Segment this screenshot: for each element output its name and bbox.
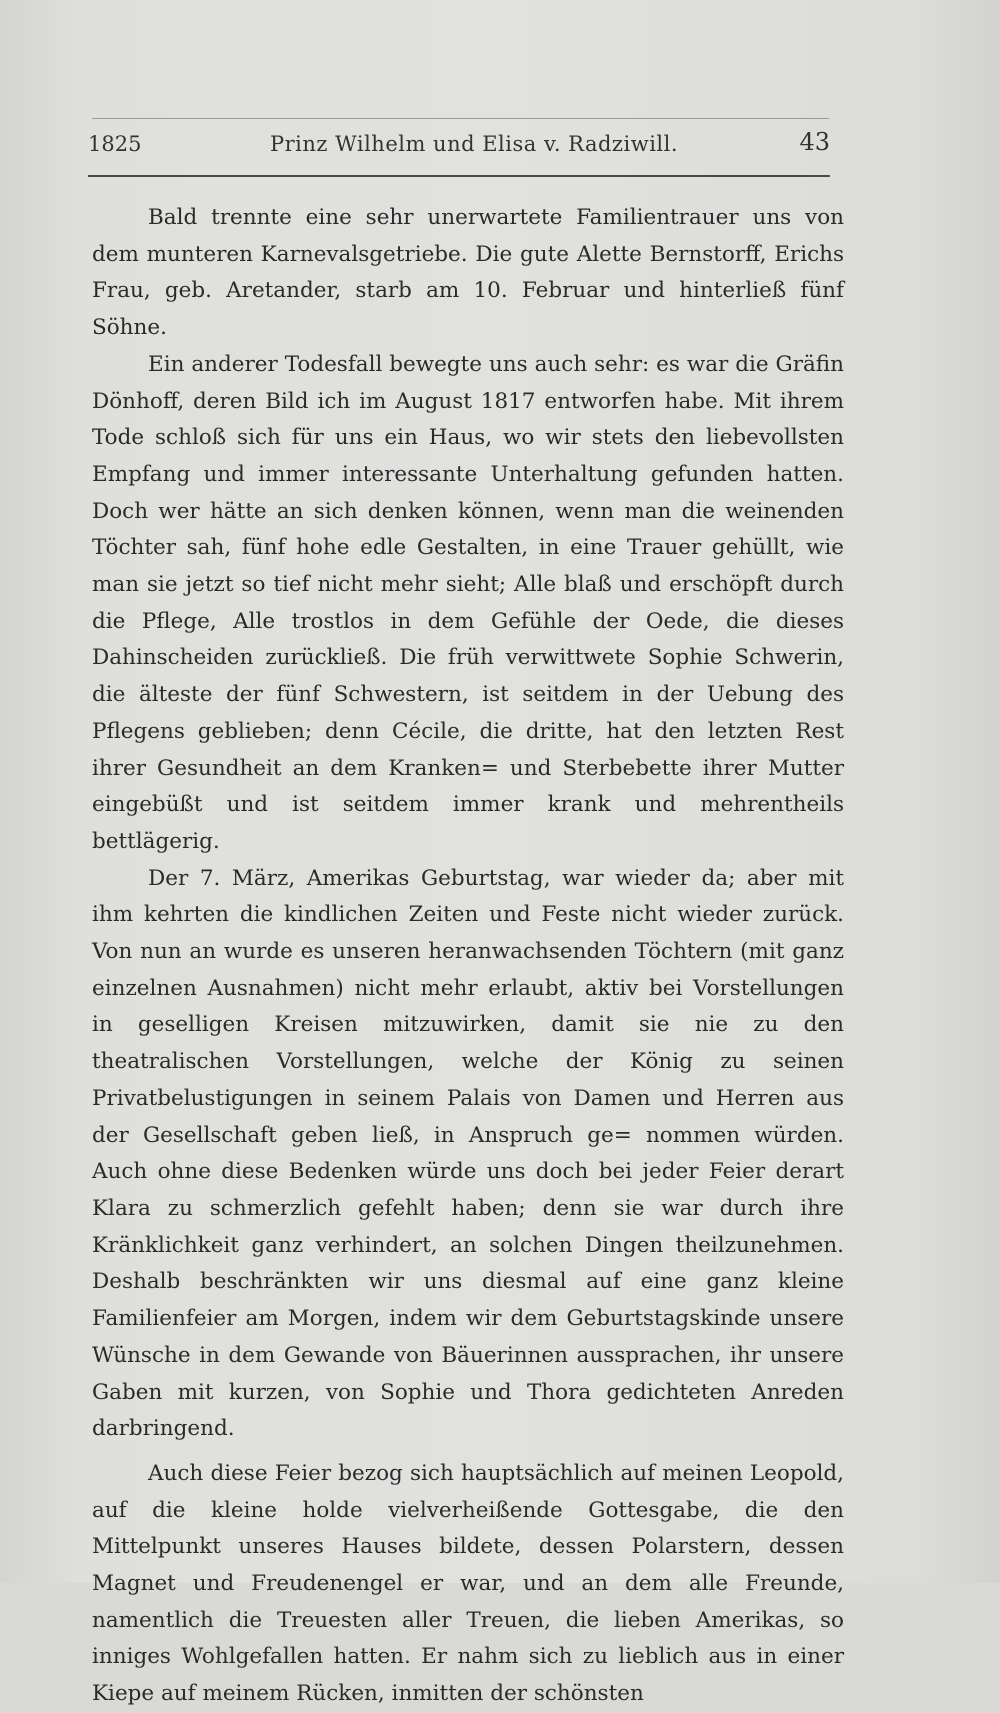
paragraph-2: Ein anderer Todesfall bewegte uns auch sehr: es war die Gräfin Dönhoff, deren Bild ich im August 1817 entworfen habe. Mit ihrem Tode schloß sich für uns ein Haus, wo wir stets den liebevollsten Empfang und immer interessante Unterhaltung gefunden hatten. Doch wer hätte an sich denken können, wenn man die weinenden Töchter sah, fünf hohe edle Gestalten, in eine Trauer gehüllt, wie man sie jetzt so tief nicht mehr sieht; Alle blaß und erschöpft durch die Pflege, Alle trostlos in dem Gefühle der Oede, die dieses Dahinscheiden zurückließ. Die früh verwittwete Sophie Schwerin, die älteste der fünf Schwestern, ist seitdem in der Uebung des Pflegens geblieben; denn Cécile, die dritte, hat den letzten Rest ihrer Gesundheit an dem Kranken= und Sterbebette ihrer Mutter eingebüßt und ist seitdem immer krank und mehrentheils bettlägerig.: [92, 351, 844, 854]
running-header: [88, 128, 830, 164]
header-title: Prinz Wilhelm und Elisa v. Radziwill.: [270, 132, 679, 156]
paragraph-1: Bald trennte eine sehr unerwartete Familientrauer uns von dem munteren Karnevalsgetriebe. Die gute Alette Bernstorff, Erichs Frau, geb. Aretander, starb am 10. Februar und hinterließ fünf Söhne.: [92, 205, 844, 341]
header-top-rule: [92, 118, 829, 119]
paragraph-3: Der 7. März, Amerikas Geburtstag, war wieder da; aber mit ihm kehrten die kindlichen Zeiten und Feste nicht wieder zurück. Von nun an wurde es unseren heranwachsenden Töchtern (mit ganz einzelnen Ausnahmen) nicht mehr erlaubt, aktiv bei Vorstellungen in geselligen Kreisen mitzuwirken, damit sie nie zu den theatralischen Vorstellungen, welche der König zu seinen Privatbelustigungen in seinem Palais von Damen und Herren aus der Gesellschaft geben ließ, in Anspruch ge= nommen würden. Auch ohne diese Bedenken würde uns doch bei jeder Feier derart Klara zu schmerzlich gefehlt haben; denn sie war durch ihre Kränklichkeit ganz verhindert, an solchen Dingen theilzunehmen. Deshalb beschränkten wir uns diesmal auf eine ganz kleine Familienfeier am Morgen, indem wir dem Geburtstagskinde unsere Wünsche in dem Gewande von Bäuerinnen aussprachen, ihr unsere Gaben mit kurzen, von Sophie und Thora gedichteten Anreden darbringend.: [92, 865, 844, 1442]
page-number: 43: [799, 128, 830, 156]
header-bottom-rule: [88, 175, 830, 177]
paragraph-4: Auch diese Feier bezog sich hauptsächlich auf meinen Leopold, auf die kleine holde vielverheißende Gottesgabe, die den Mittelpunkt unseres Hauses bildete, dessen Polarstern, dessen Magnet und Freudenengel er war, und an dem alle Freunde, namentlich die Treuesten aller Treuen, die lieben Amerikas, so inniges Wohlgefallen hatten. Er nahm sich zu lieblich aus in einer Kiepe auf meinem Rücken, inmitten der schönsten: [92, 1460, 844, 1707]
header-year: 1825: [88, 132, 142, 156]
page-body: [92, 200, 844, 1713]
